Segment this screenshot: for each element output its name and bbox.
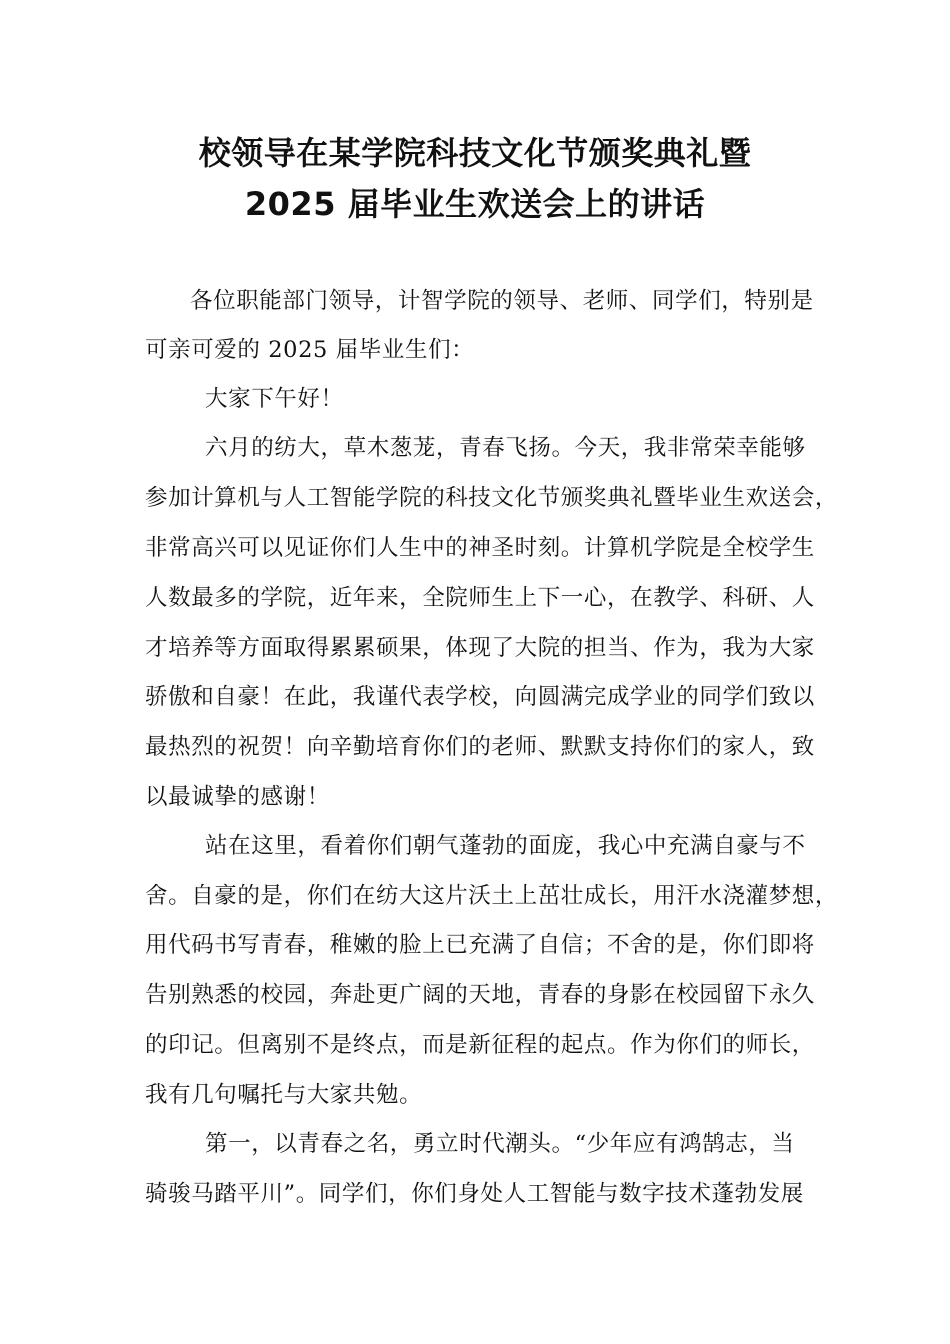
body-line: 非常高兴可以见证你们人生中的神圣时刻。计算机学院是全校学生 (145, 535, 815, 561)
body-line: 人数最多的学院，近年来，全院师生上下一心，在教学、科研、人 (145, 585, 815, 611)
body-line: 大家下午好！ (205, 386, 344, 412)
body-line: 最热烈的祝贺！向辛勤培育你们的老师、默默支持你们的家人，致 (145, 734, 815, 760)
body-line: 六月的纺大，草木葱茏，青春飞扬。今天，我非常荣幸能够 (205, 435, 806, 461)
body-line: 可亲可爱的 2025 届毕业生们： (145, 337, 475, 363)
body-line: 第一，以青春之名，勇立时代潮头。“少年应有鸿鹄志，当 (205, 1131, 795, 1157)
document-title-line-1: 校领导在某学院科技文化节颁奖典礼暨 (198, 134, 752, 172)
body-line: 以最诚挚的感谢！ (145, 784, 330, 810)
body-line: 用代码书写青春，稚嫩的脸上已充满了自信；不舍的是，你们即将 (145, 932, 815, 958)
body-line: 我有几句嘱托与大家共勉。 (145, 1082, 423, 1108)
body-line: 的印记。但离别不是终点，而是新征程的起点。作为你们的师长， (145, 1032, 815, 1058)
body-line: 站在这里，看着你们朝气蓬勃的面庞，我心中充满自豪与不 (205, 833, 806, 859)
body-line: 舍。自豪的是，你们在纺大这片沃土上茁壮成长，用汗水浇灌梦想， (145, 883, 839, 909)
body-line: 参加计算机与人工智能学院的科技文化节颁奖典礼暨毕业生欢送会， (145, 485, 839, 511)
body-line: 骑骏马踏平川”。同学们，你们身处人工智能与数字技术蓬勃发展 (145, 1181, 804, 1207)
body-line: 才培养等方面取得累累硕果，体现了大院的担当、作为，我为大家 (145, 635, 815, 661)
body-line: 各位职能部门领导，计智学院的领导、老师、同学们，特别是 (190, 288, 814, 314)
body-line: 骄傲和自豪！在此，我谨代表学校，向圆满完成学业的同学们致以 (145, 684, 815, 710)
body-line: 告别熟悉的校园，奔赴更广阔的天地，青春的身影在校园留下永久 (145, 982, 815, 1008)
document-title-line-2: 2025 届毕业生欢送会上的讲话 (244, 185, 706, 223)
